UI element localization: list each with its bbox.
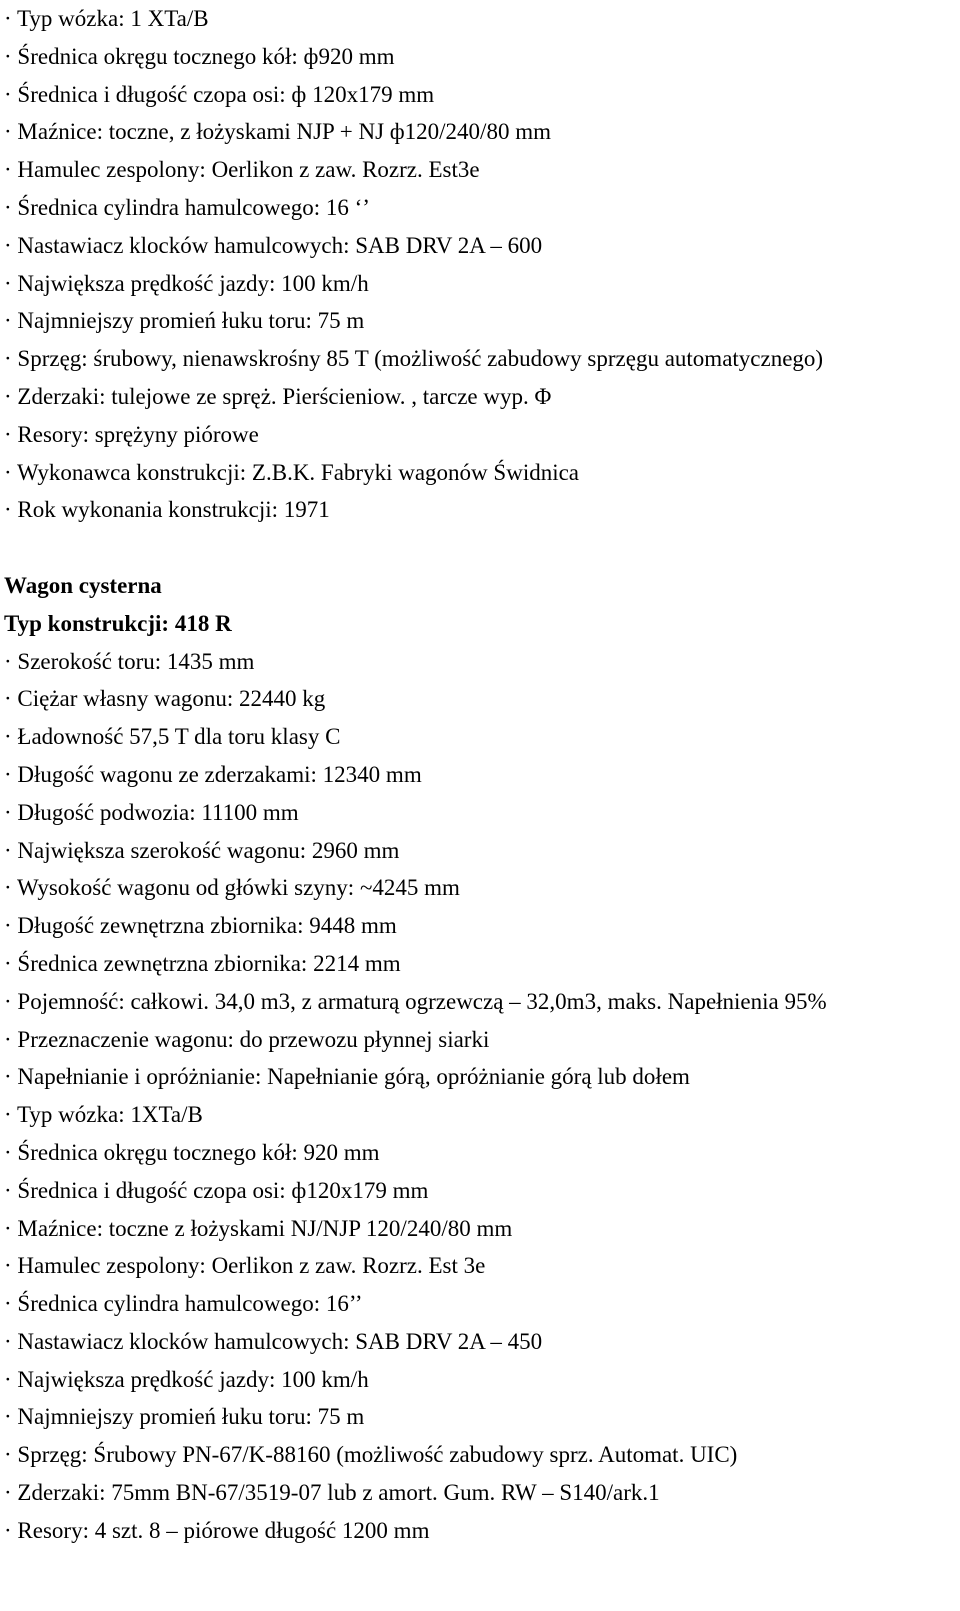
document-body (4, 0, 954, 1550)
spec-line: · Średnica okręgu tocznego kół: ф920 mm (4, 43, 395, 69)
spec-line: · Długość zewnętrzna zbiornika: 9448 mm (4, 913, 397, 939)
spec-line: · Wykonawca konstrukcji: Z.B.K. Fabryki wagonów Świdnica (4, 459, 580, 485)
spec-line: · Przeznaczenie wagonu: do przewozu płynnej siarki (4, 1026, 490, 1052)
spec-line: · Hamulec zespolony: Oerlikon z zaw. Rozrz. Est3e (4, 157, 480, 183)
spec-line: · Średnica cylindra hamulcowego: 16’’ (4, 1291, 363, 1317)
spec-line: · Najmniejszy promień łuku toru: 75 m (4, 1404, 365, 1430)
spec-line: · Wysokość wagonu od główki szyny: ~4245 mm (4, 875, 460, 901)
section-subtitle: Typ konstrukcji: 418 R (4, 610, 232, 636)
spec-line: · Największa prędkość jazdy: 100 km/h (4, 270, 369, 296)
spec-line: · Długość wagonu ze zderzakami: 12340 mm (4, 761, 422, 787)
spec-line: · Ładowność 57,5 T dla toru klasy C (4, 724, 341, 750)
section-spacer (4, 529, 954, 567)
spec-line: · Średnica okręgu tocznego kół: 920 mm (4, 1139, 380, 1165)
spec-line: · Maźnice: toczne, z łożyskami NJP + NJ ф120/240/80 mm (4, 119, 551, 145)
spec-line: · Resory: 4 szt. 8 – piórowe długość 1200 mm (4, 1517, 430, 1543)
spec-line: · Napełnianie i opróżnianie: Napełnianie górą, opróżnianie górą lub dołem (4, 1064, 690, 1090)
spec-line: · Największa szerokość wagonu: 2960 mm (4, 837, 400, 863)
spec-line: · Pojemność: całkowi. 34,0 m3, z armaturą ogrzewczą – 32,0m3, maks. Napełnienia 95% (4, 988, 827, 1014)
spec-line: · Szerokość toru: 1435 mm (4, 648, 255, 674)
section-title: Wagon cysterna (4, 572, 162, 598)
spec-list-tank-wagon (4, 567, 954, 1550)
spec-line: · Długość podwozia: 11100 mm (4, 799, 299, 825)
spec-line: · Ciężar własny wagonu: 22440 kg (4, 686, 326, 712)
spec-line: · Rok wykonania konstrukcji: 1971 (4, 497, 330, 523)
spec-line: · Typ wózka: 1XTa/B (4, 1102, 203, 1128)
spec-line: · Zderzaki: 75mm BN-67/3519-07 lub z amort. Gum. RW – S140/ark.1 (4, 1480, 660, 1506)
spec-line: · Nastawiacz klocków hamulcowych: SAB DRV 2A – 450 (4, 1328, 543, 1354)
spec-line: · Najmniejszy promień łuku toru: 75 m (4, 308, 365, 334)
spec-line: · Największa prędkość jazdy: 100 km/h (4, 1366, 369, 1392)
spec-line: · Średnica zewnętrzna zbiornika: 2214 mm (4, 950, 401, 976)
spec-line: · Sprzęg: Śrubowy PN-67/K-88160 (możliwość zabudowy sprz. Automat. UIC) (4, 1442, 738, 1468)
spec-line: · Zderzaki: tulejowe ze spręż. Pierścieniow. , tarcze wyp. Φ (4, 383, 552, 409)
spec-line: · Średnica cylindra hamulcowego: 16 ‘’ (4, 194, 370, 220)
spec-line: · Nastawiacz klocków hamulcowych: SAB DRV 2A – 600 (4, 232, 543, 258)
spec-line: · Maźnice: toczne z łożyskami NJ/NJP 120/240/80 mm (4, 1215, 513, 1241)
spec-list-bogie (4, 0, 954, 529)
spec-line: · Średnica i długość czopa osi: ф 120x179 mm (4, 81, 435, 107)
spec-line: · Sprzęg: śrubowy, nienawskrośny 85 T (możliwość zabudowy sprzęgu automatycznego) (4, 346, 824, 372)
spec-line: · Typ wózka: 1 XTa/B (4, 6, 209, 31)
spec-line: · Resory: sprężyny piórowe (4, 421, 259, 447)
spec-line: · Średnica i długość czopa osi: ф120x179 mm (4, 1177, 429, 1203)
spec-line: · Hamulec zespolony: Oerlikon z zaw. Rozrz. Est 3e (4, 1253, 486, 1279)
